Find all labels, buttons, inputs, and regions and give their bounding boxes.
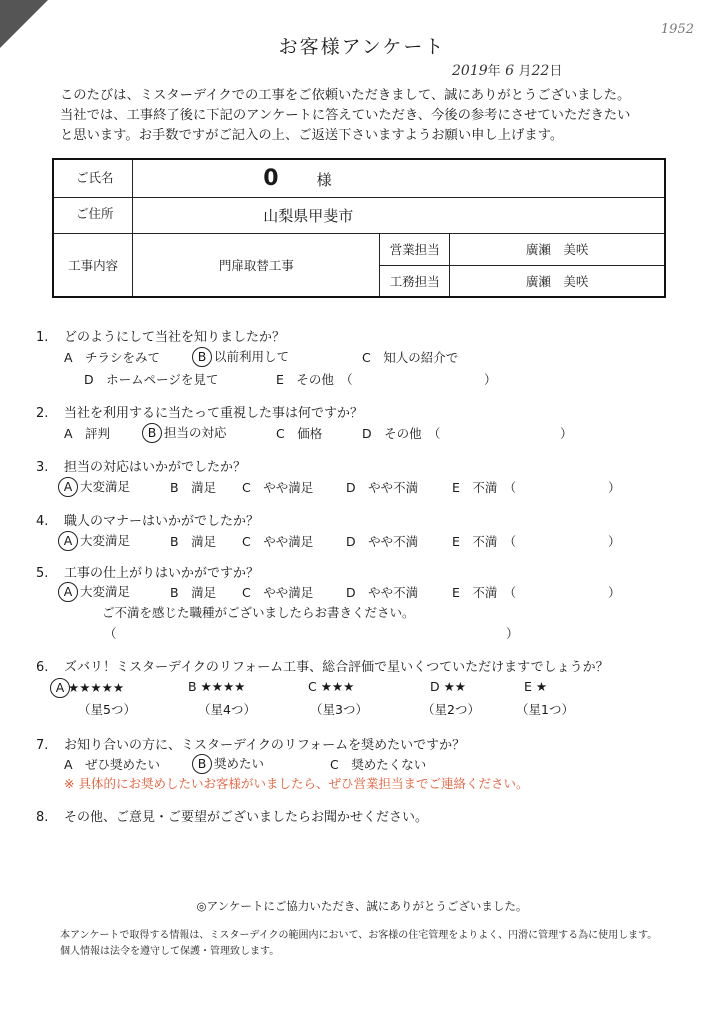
q6-option-a[interactable] (54, 678, 124, 698)
question-text: 担当の対応はいかがでしたか？ (64, 460, 247, 475)
name-suffix: 様 (316, 170, 332, 189)
q3-option-e[interactable]: E 不満 （ (452, 480, 517, 495)
q5-sub-paren-close: ） (506, 626, 519, 641)
q5-option-a[interactable] (62, 582, 130, 602)
customer-address: 山梨県甲斐市 (263, 206, 354, 225)
date-month: 6 (505, 63, 515, 79)
question-7 (36, 734, 465, 753)
q6-option-d[interactable]: D ★★ (430, 679, 467, 694)
question-number: 7. (36, 738, 49, 753)
document-number: 1952 (660, 22, 694, 37)
q5-sub-prompt: ご不満を感じた職種がございましたらお書きください。 (102, 605, 415, 620)
q6-e-sub: （星1つ） (516, 702, 574, 717)
q4-option-c[interactable]: C やや満足 (242, 534, 314, 549)
date-year-label: 年 (487, 64, 501, 79)
q3-option-d[interactable]: D やや不満 (346, 480, 419, 495)
thanks-text: ◎アンケートにご協力いただき、誠にありがとうございました。 (196, 899, 528, 913)
q7-note: ※ 具体的にお奨めしたいお客様がいましたら、ぜひ営業担当までご連絡ください。 (64, 776, 529, 791)
construction-value: 廣瀬 美咲 (450, 265, 665, 297)
intro-line: 当社では、工事終了後に下記のアンケートに答えていただき、今後の参考にさせていただきたい (60, 108, 631, 123)
q5-sub-paren-open: （ (104, 626, 117, 641)
selected-circle-icon: A (58, 582, 78, 602)
q1-option-c[interactable]: C 知人の紹介で (362, 350, 459, 365)
q6-option-c[interactable]: C ★★★ (308, 679, 355, 694)
q4-option-b[interactable]: B 満足 (170, 534, 217, 549)
q2-option-b[interactable] (146, 423, 227, 443)
q2-paren-close: ） (560, 426, 573, 441)
q4-option-d[interactable]: D やや不満 (346, 534, 419, 549)
date-day: 22 (531, 63, 550, 79)
name-label: ご氏名 (53, 159, 133, 197)
customer-info-table (52, 158, 666, 298)
q5-option-d[interactable]: D やや不満 (346, 585, 419, 600)
q5-option-c[interactable]: C やや満足 (242, 585, 314, 600)
date-month-label: 月 (518, 64, 532, 79)
q7-option-b-label: 奨めたい (213, 756, 264, 771)
question-1 (36, 326, 285, 345)
question-3 (36, 456, 246, 475)
q4-option-e[interactable]: E 不満 （ (452, 534, 517, 549)
q1-option-e[interactable]: E その他 （ (276, 372, 353, 387)
q7-option-a[interactable]: A ぜひ奨めたい (64, 757, 161, 772)
date (452, 60, 562, 79)
question-5 (36, 562, 259, 581)
question-number: 4. (36, 514, 49, 529)
question-number: 5. (36, 566, 49, 581)
question-6 (36, 656, 609, 675)
sales-value: 廣瀬 美咲 (450, 233, 665, 265)
q1-option-b-label: 以前利用して (213, 349, 289, 364)
intro-text (60, 86, 680, 146)
q7-option-b[interactable] (196, 754, 264, 774)
q6-option-b[interactable]: B ★★★★ (188, 679, 246, 694)
name-cell (133, 159, 665, 197)
construction-label: 工務担当 (380, 265, 450, 297)
question-number: 3. (36, 460, 49, 475)
question-text: その他、ご意見・ご要望がございましたらお聞かせください。 (64, 810, 429, 825)
q1-option-b[interactable] (196, 347, 289, 367)
q6-b-sub: （星4つ） (198, 702, 256, 717)
selected-circle-icon: A (58, 477, 78, 497)
q3-option-b[interactable]: B 満足 (170, 480, 217, 495)
work-label: 工事内容 (53, 233, 133, 297)
question-text: どのようにして当社を知りましたか？ (64, 330, 286, 345)
q5-option-e[interactable]: E 不満 （ (452, 585, 517, 600)
q6-c-sub: （星3つ） (310, 702, 368, 717)
q4-option-a[interactable] (62, 531, 130, 551)
q1-option-a[interactable]: A チラシをみて (64, 350, 161, 365)
question-text: 工事の仕上がりはいかがですか？ (64, 566, 260, 581)
q3-paren-close: ） (608, 480, 621, 495)
q2-option-b-label: 担当の対応 (163, 425, 227, 440)
selected-circle-icon: B (142, 423, 162, 443)
q4-paren-close: ） (608, 534, 621, 549)
q2-option-a[interactable]: A 評判 (64, 426, 111, 441)
q6-option-a-stars: ★★★★★ (68, 680, 125, 695)
q1-option-d[interactable]: D ホームページを見て (84, 372, 219, 387)
sales-label: 営業担当 (380, 233, 450, 265)
q5-option-b[interactable]: B 満足 (170, 585, 217, 600)
date-year: 2019 (452, 63, 488, 79)
q6-a-sub: （星5つ） (78, 702, 136, 717)
privacy-line: 本アンケートで取得する情報は、ミスターデイクの範囲内において、お客様の住宅管理をよりよく、円滑に管理する為に使用します。 (60, 930, 658, 941)
date-day-label: 日 (549, 64, 563, 79)
question-text: お知り合いの方に、ミスターデイクのリフォームを奨めたいですか？ (64, 738, 466, 753)
question-4 (36, 510, 259, 529)
customer-name: 0 (263, 165, 279, 191)
q3-option-c[interactable]: C やや満足 (242, 480, 314, 495)
q6-d-sub: （星2つ） (422, 702, 480, 717)
selected-circle-icon: B (192, 754, 212, 774)
work-value: 門扉取替工事 (133, 233, 380, 297)
selected-circle-icon: A (58, 531, 78, 551)
question-text: 職人のマナーはいかがでしたか？ (64, 514, 260, 529)
question-number: 8. (36, 810, 49, 825)
address-cell (133, 197, 665, 233)
q6-option-e[interactable]: E ★ (524, 679, 548, 694)
q4-option-a-label: 大変満足 (79, 533, 130, 548)
q1-paren-close: ） (484, 372, 497, 387)
question-number: 6. (36, 660, 49, 675)
page-title: お客様アンケート (278, 36, 446, 58)
question-number: 1. (36, 330, 49, 345)
q5-paren-close: ） (608, 585, 621, 600)
q2-option-c[interactable]: C 価格 (276, 426, 323, 441)
q3-option-a[interactable] (62, 477, 130, 497)
question-number: 2. (36, 406, 49, 421)
selected-circle-icon: A (50, 678, 70, 698)
question-8 (36, 806, 428, 825)
question-text: ズバリ！ミスターデイクのリフォーム工事、総合評価で星いくつていただけますでしょうか？ (64, 660, 609, 675)
intro-line: このたびは、ミスターデイクでの工事をご依頼いただきまして、誠にありがとうございました。 (60, 88, 631, 103)
selected-circle-icon: B (192, 347, 212, 367)
privacy-line: 個人情報は法令を遵守して保護・管理致します。 (60, 946, 280, 957)
question-text: 当社を利用するに当たって重視した事は何ですか？ (64, 406, 364, 421)
q7-option-c[interactable]: C 奨めたくない (330, 757, 427, 772)
intro-line: と思います。お手数ですがご記入の上、ご返送下さいますようお願い申し上げます。 (60, 128, 564, 143)
question-2 (36, 402, 363, 421)
q3-option-a-label: 大変満足 (79, 479, 130, 494)
q5-option-a-label: 大変満足 (79, 584, 130, 599)
privacy-notice (60, 928, 657, 960)
address-label: ご住所 (53, 197, 133, 233)
q2-option-d[interactable]: D その他 （ (362, 426, 441, 441)
